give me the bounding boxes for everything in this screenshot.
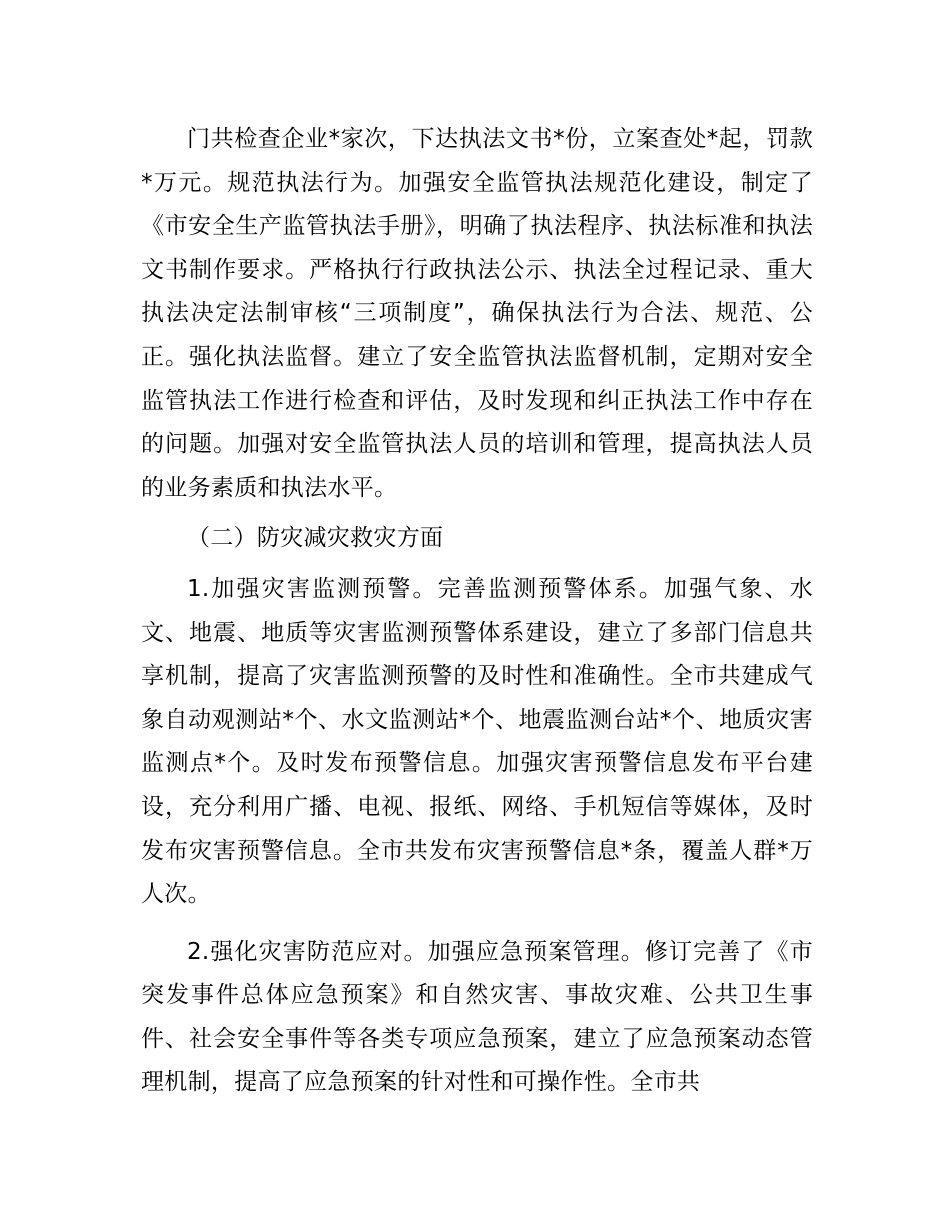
paragraph-disaster-response: 2.强化灾害防范应对。加强应急预案管理。修订完善了《市突发事件总体应急预案》和自然灾害、事故灾难、公共卫生事件、社会安全事件等各类专项应急预案，建立了应急预案动态管理机制，提高了应急预案的针对性和可操作性。全市共 — [141, 938, 813, 1096]
section-heading-disaster-prevention: （二）防灾减灾救灾方面 — [187, 525, 444, 552]
paragraph-monitoring-warning: 1.加强灾害监测预警。完善监测预警体系。加强气象、水文、地震、地质等灾害监测预警体系建设，建立了多部门信息共享机制，提高了灾害监测预警的及时性和准确性。全市共建成气象自动观测站*个、水文监测站*个、地震监测台站*个、地质灾害监测点*个。及时发布预警信息。加强灾害预警信息发布平台建设，充分利用广播、电视、报纸、网络、手机短信等媒体，及时发布灾害预警信息。全市共发布灾害预警信息*条，覆盖人群*万人次。 — [141, 575, 813, 908]
document-body — [141, 118, 813, 1105]
paragraph-law-enforcement: 门共检查企业*家次，下达执法文书*份，立案查处*起，罚款*万元。规范执法行为。加强安全监管执法规范化建设，制定了《市安全生产监管执法手册》，明确了执法程序、执法标准和执法文书制作要求。严格执行行政执法公示、执法全过程记录、重大执法决定法制审核“三项制度”，确保执法行为合法、规范、公正。强化执法监督。建立了安全监管执法监督机制，定期对安全监管执法工作进行检查和评估，及时发现和纠正执法工作中存在的问题。加强对安全监管执法人员的培训和管理，提高执法人员的业务素质和执法水平。 — [141, 126, 813, 501]
